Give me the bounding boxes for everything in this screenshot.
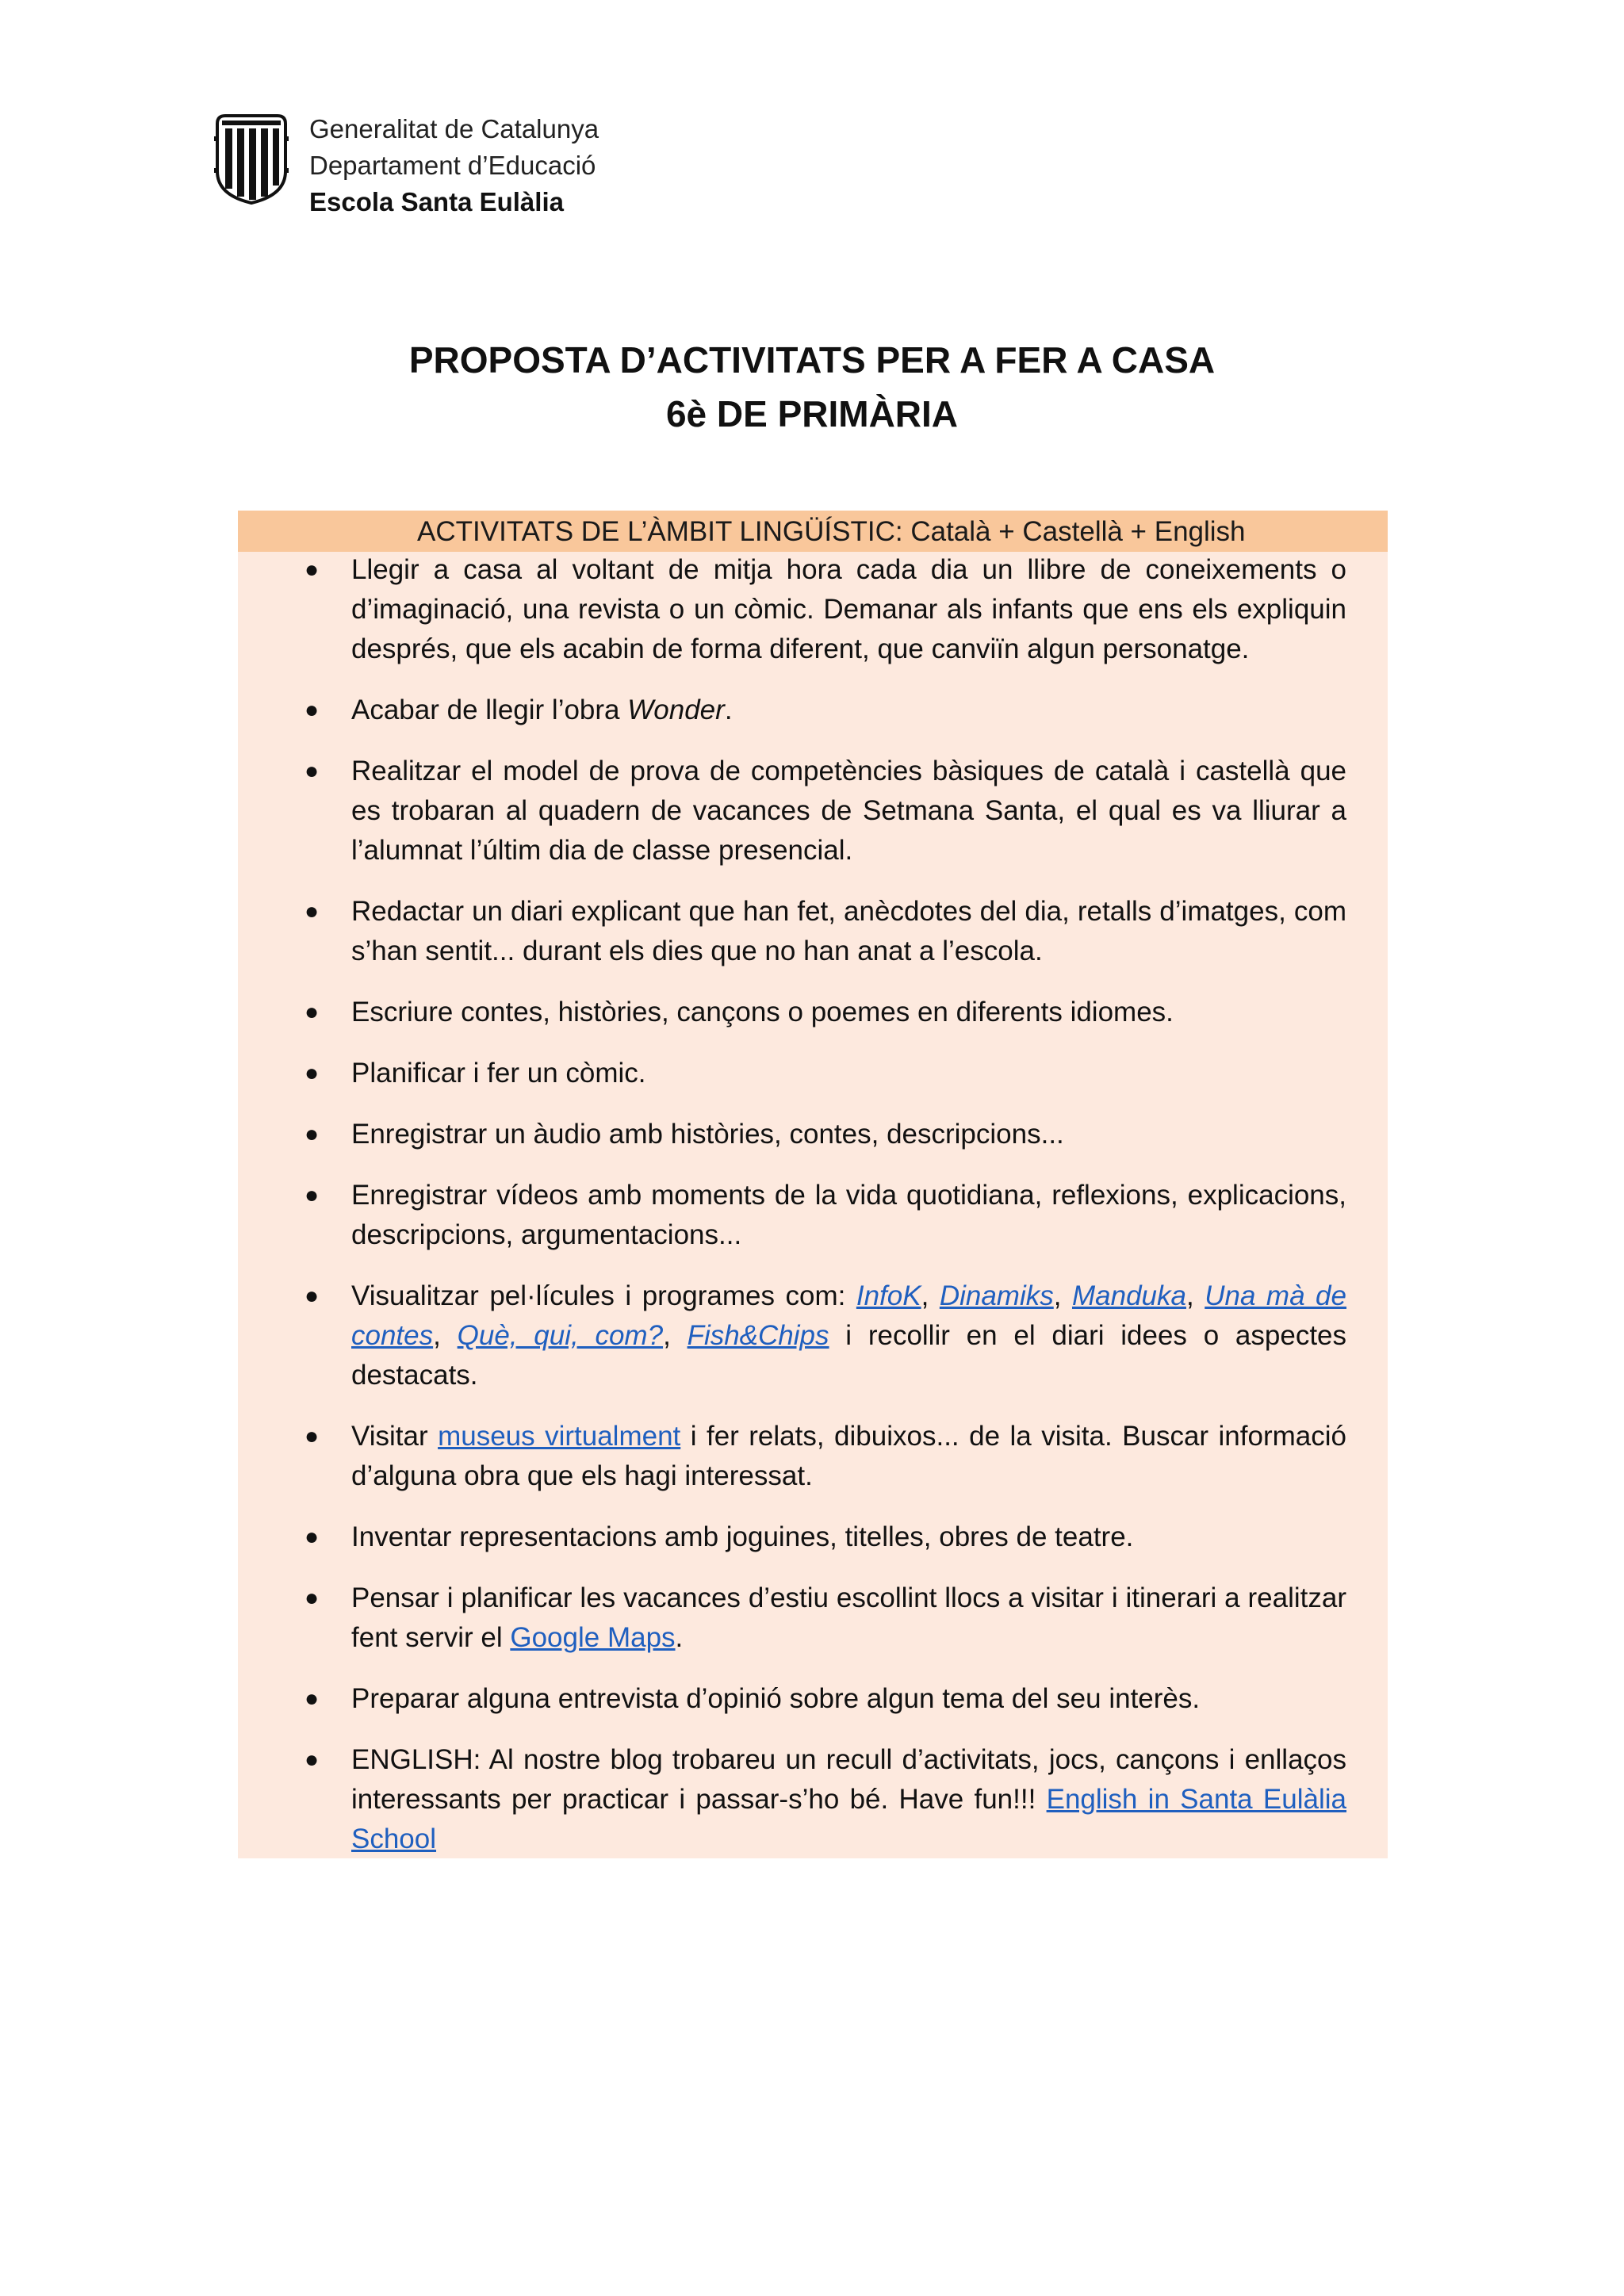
list-item <box>238 1054 1388 1093</box>
title-line-2: 6è DE PRIMÀRIA <box>665 393 959 434</box>
list-item <box>238 550 1388 669</box>
item-text: Planificar i fer un còmic. <box>351 1058 646 1089</box>
list-item <box>238 993 1388 1032</box>
bullet-icon: ● <box>304 1585 320 1611</box>
bullet-icon: ● <box>304 557 320 583</box>
bullet-icon: ● <box>304 1182 320 1208</box>
bullet-icon: ● <box>304 1283 320 1309</box>
item-text: ENGLISH: Al nostre blog trobareu un recull d’activitats, jocs, cançons i enllaços interessants per practicar i passar-s’ho bé. Have fun!!! <box>351 1744 1346 1815</box>
bullet-icon: ● <box>304 1747 320 1773</box>
item-text: Acabar de llegir l’obra <box>351 695 628 725</box>
section-header <box>238 511 1388 552</box>
separator: , <box>921 1280 940 1311</box>
bullet-icon: ● <box>304 898 320 924</box>
link-museus-virtualment[interactable]: museus virtualment <box>438 1421 681 1452</box>
list-item <box>238 691 1388 730</box>
activities-box <box>238 511 1388 1858</box>
document-title <box>0 333 1624 441</box>
list-item <box>238 1517 1388 1557</box>
item-text: Enregistrar vídeos amb moments de la vida quotidiana, reflexions, explicacions, descripcions, argumentacions... <box>351 1180 1346 1250</box>
item-text: Visitar <box>351 1421 439 1452</box>
item-text: Inventar representacions amb joguines, titelles, obres de teatre. <box>351 1521 1134 1552</box>
header-school: Escola Santa Eulàlia <box>309 187 564 216</box>
item-text: Escriure contes, històries, cançons o poemes en diferents idiomes. <box>351 997 1174 1027</box>
list-item <box>238 1417 1388 1496</box>
list-item <box>238 1176 1388 1255</box>
title-line-1: PROPOSTA D’ACTIVITATS PER A FER A CASA <box>408 339 1216 381</box>
list-item <box>238 892 1388 971</box>
bullet-icon: ● <box>304 1060 320 1086</box>
separator: , <box>1053 1280 1072 1311</box>
generalitat-seal-icon <box>213 113 290 206</box>
link-google-maps[interactable]: Google Maps <box>510 1622 676 1653</box>
bullet-icon: ● <box>304 1121 320 1147</box>
separator: , <box>1185 1280 1205 1311</box>
item-text-end: . <box>724 695 733 725</box>
item-text: Visualitzar pel·lícules i programes com: <box>351 1280 856 1311</box>
list-item <box>238 1740 1388 1859</box>
link-una-ma-de-contes[interactable]: Una mà de contes <box>351 1280 1346 1351</box>
item-text: Enregistrar un àudio amb històries, contes, descripcions... <box>351 1119 1064 1150</box>
separator: , <box>663 1320 688 1351</box>
book-title: Wonder <box>627 695 725 725</box>
header-department: Departament d’Educació <box>309 151 596 180</box>
list-item <box>238 1679 1388 1719</box>
link-fish-chips[interactable]: Fish&Chips <box>687 1320 829 1351</box>
item-text: Llegir a casa al voltant de mitja hora cada dia un llibre de coneixements o d’imaginació, una revista o un còmic. Demanar als infants que ens els expliquin després, que els acabin de forma diferent, que canviïn algun personatge. <box>351 554 1346 664</box>
item-text: Redactar un diari explicant que han fet, anècdotes del dia, retalls d’imatges, com s’han sentit... durant els dies que no han anat a l’escola. <box>351 896 1346 966</box>
item-text-end: i fer relats, dibuixos... de la visita. Buscar informació d’alguna obra que els hagi interessat. <box>351 1421 1346 1491</box>
activities-list <box>238 550 1388 1881</box>
header-institution: Generalitat de Catalunya <box>309 114 599 144</box>
item-text: Realitzar el model de prova de competències bàsiques de català i castellà que es trobaran al quadern de vacances de Setmana Santa, el qual es va lliurar a l’alumnat l’últim dia de classe presencial. <box>351 756 1346 866</box>
letterhead <box>213 111 599 220</box>
list-item <box>238 1276 1388 1395</box>
link-dinamiks[interactable]: Dinamiks <box>939 1280 1054 1311</box>
link-english-blog[interactable]: English in Santa Eulàlia School <box>351 1784 1346 1854</box>
bullet-icon: ● <box>304 999 320 1025</box>
list-item <box>238 752 1388 871</box>
link-manduka[interactable]: Manduka <box>1071 1280 1186 1311</box>
separator: , <box>433 1320 458 1351</box>
bullet-icon: ● <box>304 1423 320 1449</box>
list-item <box>238 1578 1388 1658</box>
bullet-icon: ● <box>304 1686 320 1712</box>
section-header-text: ACTIVITATS DE L’ÀMBIT LINGÜÍSTIC: Català + Castellà + English <box>417 516 1246 547</box>
item-text: Pensar i planificar les vacances d’estiu escollint llocs a visitar i itinerari a realitzar fent servir el <box>351 1582 1346 1653</box>
link-infok[interactable]: InfoK <box>856 1280 921 1311</box>
bullet-icon: ● <box>304 1524 320 1550</box>
bullet-icon: ● <box>304 758 320 784</box>
bullet-icon: ● <box>304 697 320 723</box>
item-text: Preparar alguna entrevista d’opinió sobre algun tema del seu interès. <box>351 1683 1201 1714</box>
link-que-qui-com[interactable]: Què, qui, com? <box>457 1320 664 1351</box>
item-text-end: i recollir en el diari idees o aspectes destacats. <box>351 1320 1347 1391</box>
list-item <box>238 1115 1388 1154</box>
item-text-end: . <box>675 1622 684 1653</box>
